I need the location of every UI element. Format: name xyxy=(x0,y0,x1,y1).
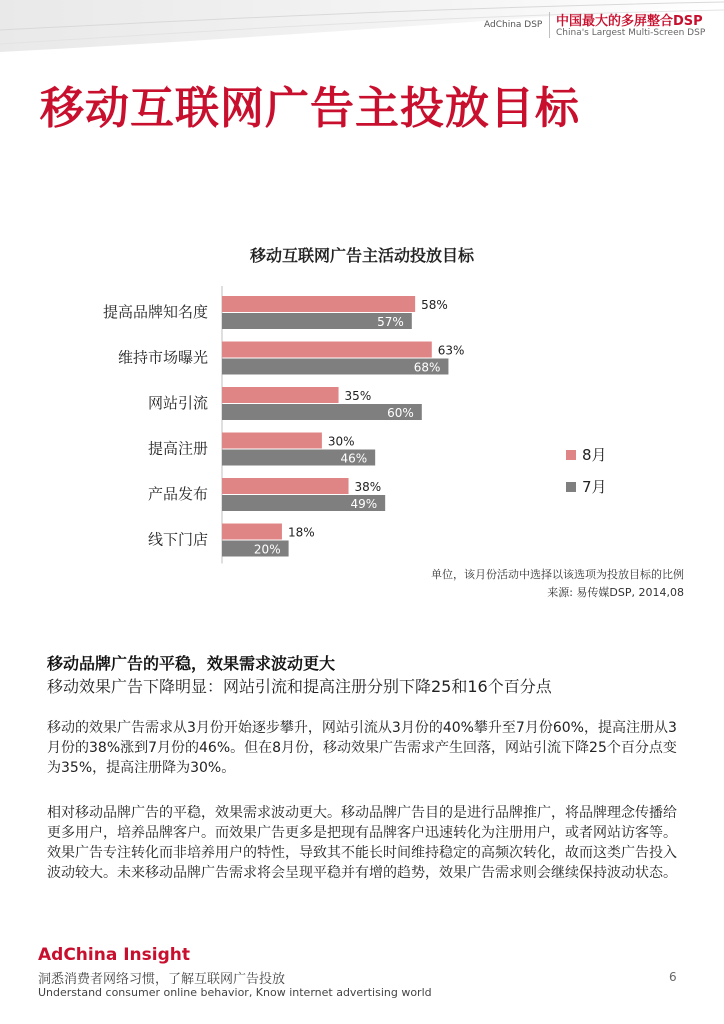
category-label: 线下门店 xyxy=(147,530,208,549)
value-label-jul: 57% xyxy=(377,315,404,329)
value-label-jul: 68% xyxy=(413,360,441,375)
category-label: 提高品牌知名度 xyxy=(102,303,208,321)
chart-title: 移动互联网广告主活动投放目标 xyxy=(249,246,474,265)
bar-aug xyxy=(222,387,339,403)
chart-note: 单位，该月份活动中选择以该选项为投放目标的比例 xyxy=(431,568,684,581)
value-label-aug: 18% xyxy=(287,525,315,540)
section-heading: 移动品牌广告的平稳，效果需求波动更大 xyxy=(47,654,336,673)
paragraph-2: 相对移动品牌广告的平稳，效果需求波动更大。移动品牌广告目的是进行品牌推广，将品牌理念传播给更多用户，培养品牌客户。而效果广告更多是把现有品牌客户迅速转化为注册用户，或者网站访客等。效果广告专注转化而非培养用户的特性，导致其不能长时间维持稳定的高频次转化，故而这类广告投入波动较大。未来移动品牌广告需求将会呈现平稳并有增的趋势，效果广告需求则会继续保持波动状态。 xyxy=(47,805,677,881)
value-label-aug: 35% xyxy=(344,389,372,403)
header-brand-en: China's Largest Multi-Screen DSP xyxy=(556,28,706,38)
value-label-jul: 49% xyxy=(350,497,378,511)
category-label: 维持市场曝光 xyxy=(117,348,208,367)
value-label-jul: 60% xyxy=(387,406,414,420)
paragraph-1: 移动的效果广告需求从3月份开始逐步攀升，网站引流从3月份的40%攀升至7月份60%，提高注册从3月份的38%涨到7月份的46%。但在8月份，移动效果广告需求产生回落，网站引流下降25个百分点变为35%，提高注册降为30%。 xyxy=(47,720,677,776)
value-label-jul: 20% xyxy=(253,542,281,557)
value-label-aug: 63% xyxy=(437,343,465,358)
header-divider xyxy=(549,12,550,38)
legend-swatch-aug xyxy=(566,450,576,460)
bar-aug xyxy=(222,433,322,449)
bar-aug xyxy=(222,524,282,540)
legend-label-aug: 8月 xyxy=(582,446,607,464)
category-label: 网站引流 xyxy=(147,394,208,412)
value-label-aug: 38% xyxy=(354,480,382,494)
chart-source: 来源: 易传媒DSP, 2014,08 xyxy=(547,586,684,599)
page-number: 6 xyxy=(669,970,677,984)
header-brand-cn: 中国最大的多屏整合DSP xyxy=(556,14,703,29)
footer-tagline-en: Understand consumer online behavior, Know internet advertising world xyxy=(38,986,432,999)
category-label: 产品发布 xyxy=(147,485,208,503)
value-label-jul: 46% xyxy=(340,451,368,466)
bar-aug xyxy=(222,478,349,494)
page-title: 移动互联网广告主投放目标 xyxy=(40,83,580,134)
bar-chart xyxy=(0,280,724,565)
header-banner xyxy=(0,0,724,62)
legend-swatch-jul xyxy=(566,482,576,492)
legend-label-jul: 7月 xyxy=(582,478,607,496)
bar-aug xyxy=(222,342,432,358)
category-label: 提高注册 xyxy=(147,439,208,458)
section-subheading: 移动效果广告下降明显：网站引流和提高注册分别下降25和16个百分点 xyxy=(47,677,552,696)
footer-brand: AdChina Insight xyxy=(38,945,190,965)
header-brand-small: AdChina DSP xyxy=(484,20,543,30)
value-label-aug: 30% xyxy=(327,434,355,449)
bar-aug xyxy=(222,296,415,312)
footer-tagline-cn: 洞悉消费者网络习惯，了解互联网广告投放 xyxy=(38,972,286,987)
value-label-aug: 58% xyxy=(421,298,448,312)
